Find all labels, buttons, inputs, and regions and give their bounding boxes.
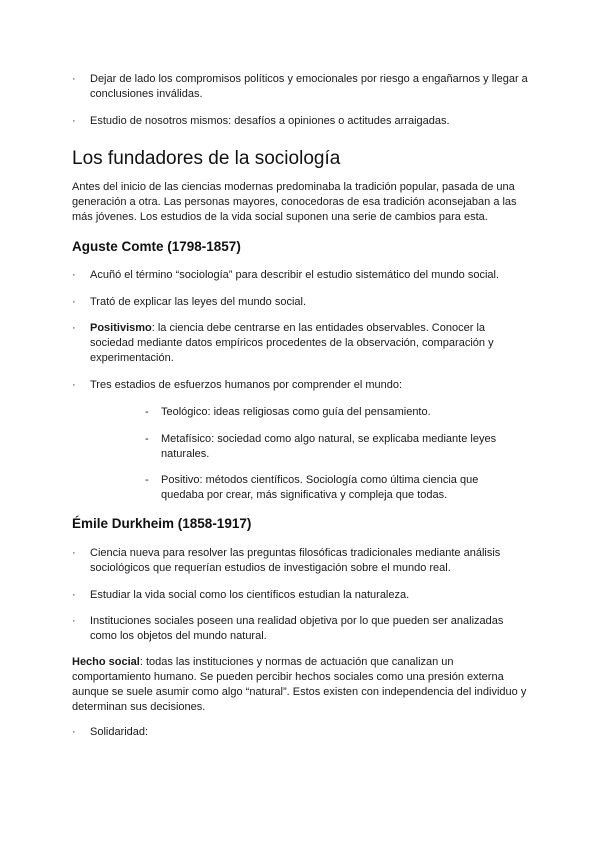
dash-icon: -	[145, 433, 149, 445]
bullet-icon: ·	[72, 589, 76, 601]
list-item-text: Estudio de nosotros mismos: desafíos a opiniones o actitudes arraigadas.	[90, 115, 450, 127]
sub-list-item-text: Positivo: métodos científicos. Sociología como última ciencia que quedaba por crear, más significativa y compleja que todas.	[161, 474, 479, 501]
bullet-icon: ·	[72, 73, 76, 85]
social-fact-paragraph	[72, 655, 532, 715]
list-item-text: Solidaridad:	[90, 726, 149, 738]
term-definition: : todas las instituciones y normas de actuación que canalizan un comportamiento humano. Se pueden percibir hechos sociales como una presión externa aunque se suele asumir como algo “natural”. Estos existen con independencia del individuo y determinan sus decisiones.	[72, 656, 527, 713]
bullet-icon: ·	[72, 269, 76, 281]
list-item	[72, 378, 532, 393]
section-intro: Antes del inicio de las ciencias modernas predominaba la tradición popular, pasada de una generación a otra. Las personas mayores, conocedoras de esa tradición aconsejaban a las más jóvenes. Los estudios de la vida social suponen una serie de cambios para esta.	[72, 181, 517, 223]
sub-list-item	[145, 473, 505, 503]
term-hecho-social: Hecho social	[72, 656, 140, 668]
section-title: Los fundadores de la sociología	[72, 148, 341, 169]
term-positivismo: Positivismo	[90, 322, 152, 334]
bullet-icon: ·	[72, 726, 76, 738]
list-item-text: Acuñó el término “sociología” para describir el estudio sistemático del mundo social.	[90, 269, 500, 281]
list-item-text: Trató de explicar las leyes del mundo social.	[90, 296, 307, 308]
bullet-icon: ·	[72, 379, 76, 391]
durkheim-heading: Émile Durkheim (1858-1917)	[72, 516, 252, 531]
list-item	[72, 546, 532, 576]
dash-icon: -	[145, 474, 149, 486]
list-item	[72, 268, 532, 283]
sub-list-item	[145, 405, 505, 420]
bullet-icon: ·	[72, 547, 76, 559]
comte-heading: Aguste Comte (1798-1857)	[72, 239, 241, 254]
list-item-text: Tres estadios de esfuerzos humanos por comprender el mundo:	[90, 379, 403, 391]
sub-list-item-text: Metafísico: sociedad como algo natural, se explicaba mediante leyes naturales.	[161, 433, 497, 460]
list-item-text: Dejar de lado los compromisos políticos y emocionales por riesgo a engañarnos y llegar a conclusiones inválidas.	[90, 73, 528, 100]
bullet-icon: ·	[72, 296, 76, 308]
bullet-icon: ·	[72, 615, 76, 627]
list-item	[72, 588, 532, 603]
list-item-text: Estudiar la vida social como los científicos estudian la naturaleza.	[90, 589, 410, 601]
bullet-icon: ·	[72, 322, 76, 334]
list-item	[72, 725, 532, 740]
list-item-text: Ciencia nueva para resolver las preguntas filosóficas tradicionales mediante análisis sociológicos que requerían estudios de investigación sobre el mundo real.	[90, 547, 501, 574]
list-item-text: Instituciones sociales poseen una realidad objetiva por lo que pueden ser analizadas como los objetos del mundo natural.	[90, 615, 504, 642]
list-item-text	[90, 321, 532, 366]
dash-icon: -	[145, 406, 149, 418]
list-item	[72, 295, 532, 310]
list-item	[72, 614, 532, 644]
list-item	[72, 72, 532, 102]
term-definition: : la ciencia debe centrarse en las entidades observables. Conocer la sociedad mediante datos empíricos procedentes de la observación, comparación y experimentación.	[90, 322, 494, 364]
sub-list-item-text: Teológico: ideas religiosas como guía del pensamiento.	[161, 406, 431, 418]
list-item	[72, 114, 532, 129]
bullet-icon: ·	[72, 115, 76, 127]
sub-list-item	[145, 432, 505, 462]
list-item	[72, 321, 532, 366]
